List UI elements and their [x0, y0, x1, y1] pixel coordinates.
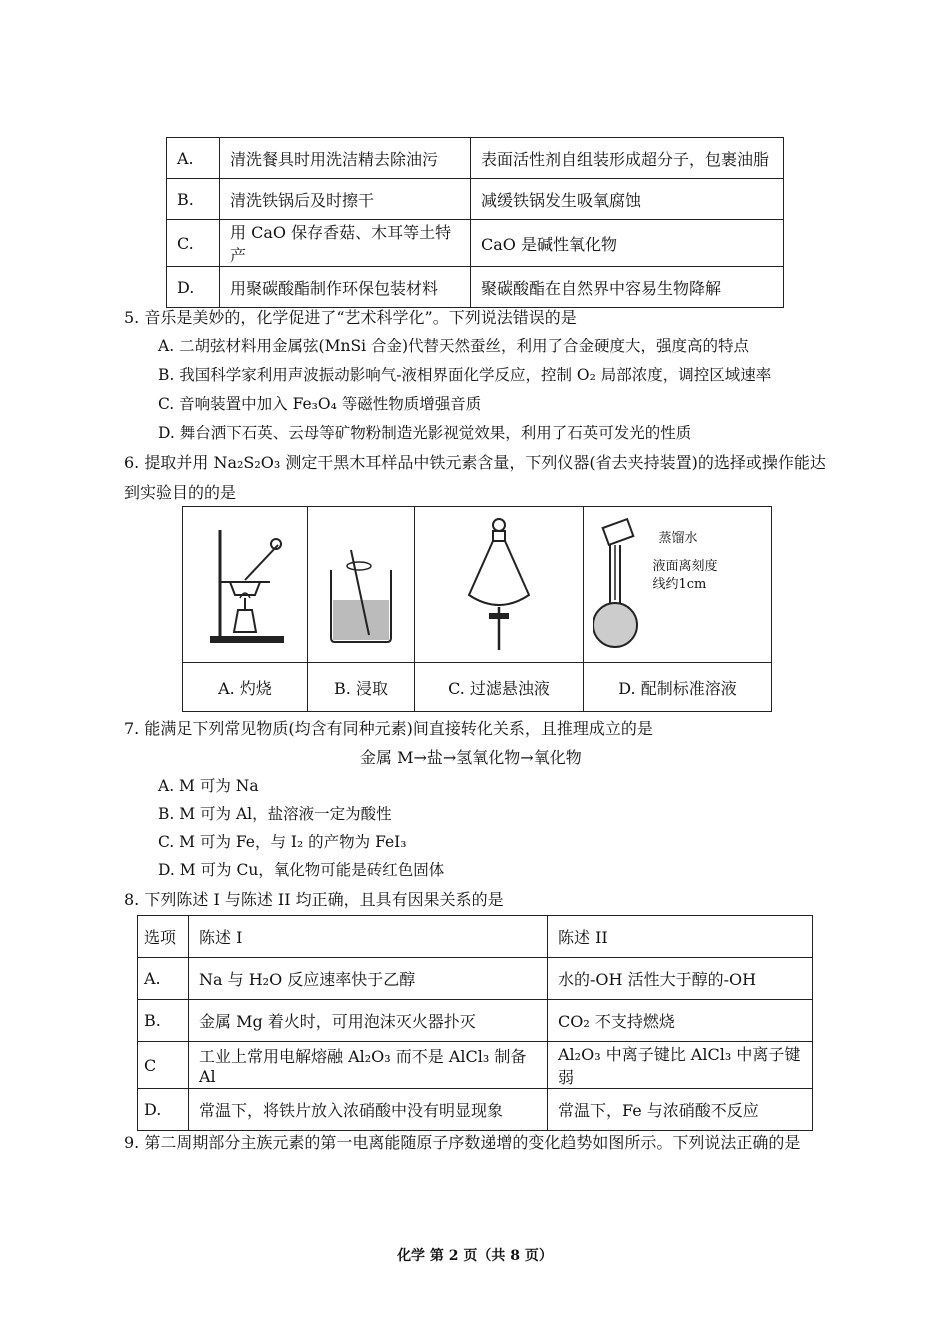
q8-option: C: [138, 1042, 189, 1089]
q7-chain: 金属 M→盐→氢氧化物→氧化物: [360, 748, 582, 767]
table-row: [167, 179, 784, 220]
q8-statement-1: 金属 Mg 着火时，可用泡沫灭火器扑灭: [189, 1000, 548, 1042]
q8-option: A.: [138, 958, 189, 1000]
header-option: 选项: [138, 916, 189, 958]
table-row: [138, 1042, 813, 1089]
q4-principle: 表面活性剂自组装形成超分子，包裹油脂: [471, 138, 784, 179]
apparatus-d-label: D. 配制标准溶液: [584, 663, 772, 712]
q8-option: B.: [138, 1000, 189, 1042]
q4-option: D.: [167, 267, 220, 308]
table-row: [183, 507, 772, 663]
level-label-2: 线约1cm: [652, 576, 707, 592]
table-row: [138, 1000, 813, 1042]
separatory-funnel-illustration: [459, 515, 539, 655]
q8-stem: 8. 下列陈述 I 与陈述 II 均正确，且具有因果关系的是: [124, 890, 504, 909]
table-row: [167, 138, 784, 179]
q8-statement-1: Na 与 H₂O 反应速率快于乙醇: [189, 958, 548, 1000]
q4-principle: 减缓铁锅发生吸氧腐蚀: [471, 179, 784, 220]
apparatus-a-label: A. 灼烧: [183, 663, 308, 712]
q5-option-d: D. 舞台洒下石英、云母等矿物粉制造光影视觉效果，利用了石英可发光的性质: [158, 424, 692, 442]
q4-option: C.: [167, 220, 220, 267]
q4-practice: 用聚碳酸酯制作环保包装材料: [220, 267, 471, 308]
table-row: [167, 267, 784, 308]
beaker-stirring-illustration: [321, 520, 401, 650]
table-row: [183, 663, 772, 712]
table-header-row: [138, 916, 813, 958]
q8-statement-2: Al₂O₃ 中离子键比 AlCl₃ 中离子键弱: [548, 1042, 813, 1089]
q5-stem: 5. 音乐是美妙的，化学促进了“艺术科学化”。下列说法错误的是: [124, 308, 577, 327]
q8-statement-2: 水的-OH 活性大于醇的-OH: [548, 958, 813, 1000]
apparatus-b-label: B. 浸取: [308, 663, 415, 712]
q8-statement-2: 常温下，Fe 与浓硝酸不反应: [548, 1089, 813, 1131]
q5-option-b: B. 我国科学家利用声波振动影响气-液相界面化学反应，控制 O₂ 局部浓度，调控区域速率: [158, 366, 772, 384]
q7-option-a: A. M 可为 Na: [158, 777, 259, 795]
q4-option: A.: [167, 138, 220, 179]
level-label: 液面离刻度: [652, 558, 718, 574]
q6-apparatus-table: [182, 506, 772, 712]
q7-option-b: B. M 可为 Al，盐溶液一定为酸性: [158, 805, 392, 823]
volumetric-flask-illustration: [593, 515, 763, 655]
q8-statement-2: CO₂ 不支持燃烧: [548, 1000, 813, 1042]
header-statement-2: 陈述 II: [548, 916, 813, 958]
q4-option: B.: [167, 179, 220, 220]
table-row: [138, 1089, 813, 1131]
q9-stem: 9. 第二周期部分主族元素的第一电离能随原子序数递增的变化趋势如图所示。下列说法正确的是: [124, 1133, 801, 1152]
q6-stem-line2: 到实验目的的是: [124, 483, 237, 502]
q7-option-d: D. M 可为 Cu，氧化物可能是砖红色固体: [158, 861, 445, 879]
q4-principle: CaO 是碱性氧化物: [471, 220, 784, 267]
q4-table: [166, 137, 784, 308]
q8-statement-1: 常温下，将铁片放入浓硝酸中没有明显现象: [189, 1089, 548, 1131]
apparatus-d-cell: [584, 507, 772, 663]
page-footer: 化学 第 2 页（共 8 页）: [397, 1248, 553, 1264]
q8-statement-1: 工业上常用电解熔融 Al₂O₃ 而不是 AlCl₃ 制备 Al: [189, 1042, 548, 1089]
apparatus-b-cell: [308, 507, 415, 663]
apparatus-c-label: C. 过滤悬浊液: [415, 663, 584, 712]
q4-practice: 清洗餐具时用洗洁精去除油污: [220, 138, 471, 179]
q4-practice: 清洗铁锅后及时擦干: [220, 179, 471, 220]
q7-option-c: C. M 可为 Fe，与 I₂ 的产物为 FeI₃: [158, 833, 407, 851]
apparatus-a-cell: [183, 507, 308, 663]
q4-principle: 聚碳酸酯在自然界中容易生物降解: [471, 267, 784, 308]
table-row: [138, 958, 813, 1000]
q8-table: [137, 915, 813, 1131]
apparatus-c-cell: [415, 507, 584, 663]
q5-option-a: A. 二胡弦材料用金属弦(MnSi 合金)代替天然蚕丝，利用了合金硬度大，强度高的特点: [158, 337, 750, 355]
q6-stem-line1: 6. 提取并用 Na₂S₂O₃ 测定干黑木耳样品中铁元素含量，下列仪器(省去夹持装置)的选择或操作能达: [124, 453, 826, 472]
crucible-burner-illustration: [200, 520, 290, 650]
q7-stem: 7. 能满足下列常见物质(均含有同种元素)间直接转化关系，且推理成立的是: [124, 719, 653, 738]
q8-option: D.: [138, 1089, 189, 1131]
q5-option-c: C. 音响装置中加入 Fe₃O₄ 等磁性物质增强音质: [158, 395, 482, 413]
table-row: [167, 220, 784, 267]
header-statement-1: 陈述 I: [189, 916, 548, 958]
distilled-water-label: 蒸馏水: [658, 530, 698, 546]
q4-practice: 用 CaO 保存香菇、木耳等土特产: [220, 220, 471, 267]
